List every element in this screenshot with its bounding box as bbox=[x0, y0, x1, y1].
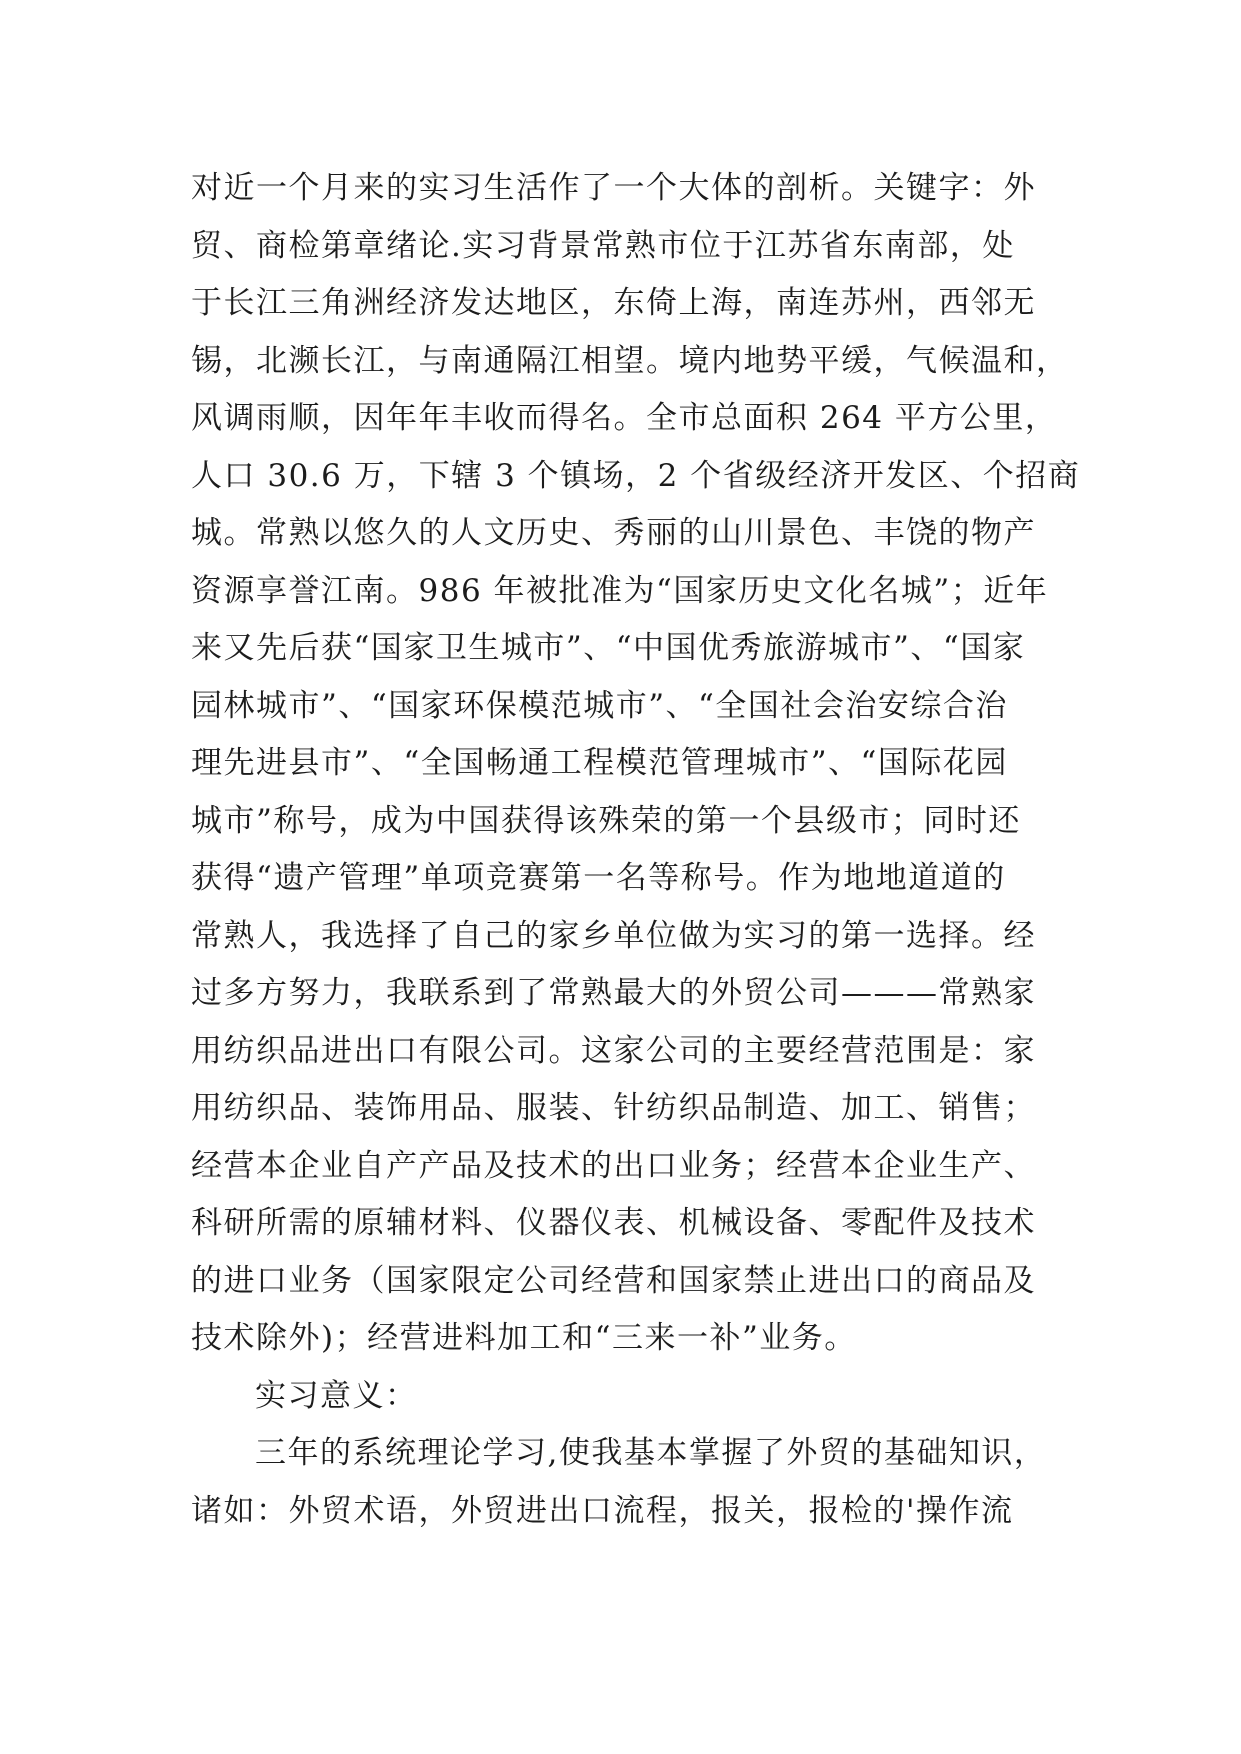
text-line: 城。常熟以悠久的人文历史、秀丽的山川景色、丰饶的物产 bbox=[191, 515, 1036, 551]
text-line: 来又先后获“国家卫生城市”、“中国优秀旅游城市”、“国家 bbox=[191, 630, 1026, 666]
text-line: 常熟人，我选择了自己的家乡单位做为实习的第一选择。经 bbox=[191, 917, 1036, 954]
text-line: 资源享誉江南。986 年被批准为“国家历史文化名城”；近年 bbox=[191, 572, 1049, 609]
text-line: 人口 30.6 万，下辖 3 个镇场，2 个省级经济开发区、个招商 bbox=[191, 457, 1081, 494]
text-line: 技术除外)；经营进料加工和“三来一补”业务。 bbox=[191, 1320, 857, 1356]
text-line: 贸、商检第章绪论.实习背景常熟市位于江苏省东南部，处 bbox=[191, 227, 1015, 264]
text-line: 诸如：外贸术语，外贸进出口流程，报关，报检的'操作流 bbox=[191, 1492, 1014, 1529]
text-line: 对近一个月来的实习生活作了一个大体的剖析。关键字：外 bbox=[191, 170, 1036, 206]
paragraph-start: 三年的系统理论学习,使我基本掌握了外贸的基础知识， bbox=[255, 1435, 1047, 1471]
text-line: 科研所需的原辅材料、仪器仪表、机械设备、零配件及技术 bbox=[191, 1205, 1036, 1241]
text-line: 理先进县市”、“全国畅通工程模范管理城市”、“国际花园 bbox=[191, 745, 1008, 781]
text-line: 风调雨顺，因年年丰收而得名。全市总面积 264 平方公里， bbox=[191, 400, 1058, 436]
section-heading: 实习意义： bbox=[255, 1377, 418, 1414]
text-line: 获得“遗产管理”单项竞赛第一名等称号。作为地地道道的 bbox=[191, 860, 1006, 896]
text-line: 的进口业务（国家限定公司经营和国家禁止进出口的商品及 bbox=[191, 1262, 1036, 1299]
text-line: 锡，北濒长江，与南通隔江相望。境内地势平缓，气候温和， bbox=[191, 342, 1069, 379]
text-line: 城市”称号，成为中国获得该殊荣的第一个县级市；同时还 bbox=[191, 802, 1021, 839]
text-line: 过多方努力，我联系到了常熟最大的外贸公司———常熟家 bbox=[191, 975, 1036, 1011]
text-line: 用纺织品进出口有限公司。这家公司的主要经营范围是：家 bbox=[191, 1032, 1036, 1069]
text-line: 于长江三角洲经济发达地区，东倚上海，南连苏州，西邻无 bbox=[191, 285, 1036, 321]
body-text bbox=[191, 160, 1081, 1540]
text-line: 用纺织品、装饰用品、服装、针纺织品制造、加工、销售； bbox=[191, 1090, 1036, 1126]
text-line: 经营本企业自产产品及技术的出口业务；经营本企业生产、 bbox=[191, 1147, 1036, 1184]
text-line: 园林城市”、“国家环保模范城市”、“全国社会治安综合治 bbox=[191, 687, 1008, 724]
